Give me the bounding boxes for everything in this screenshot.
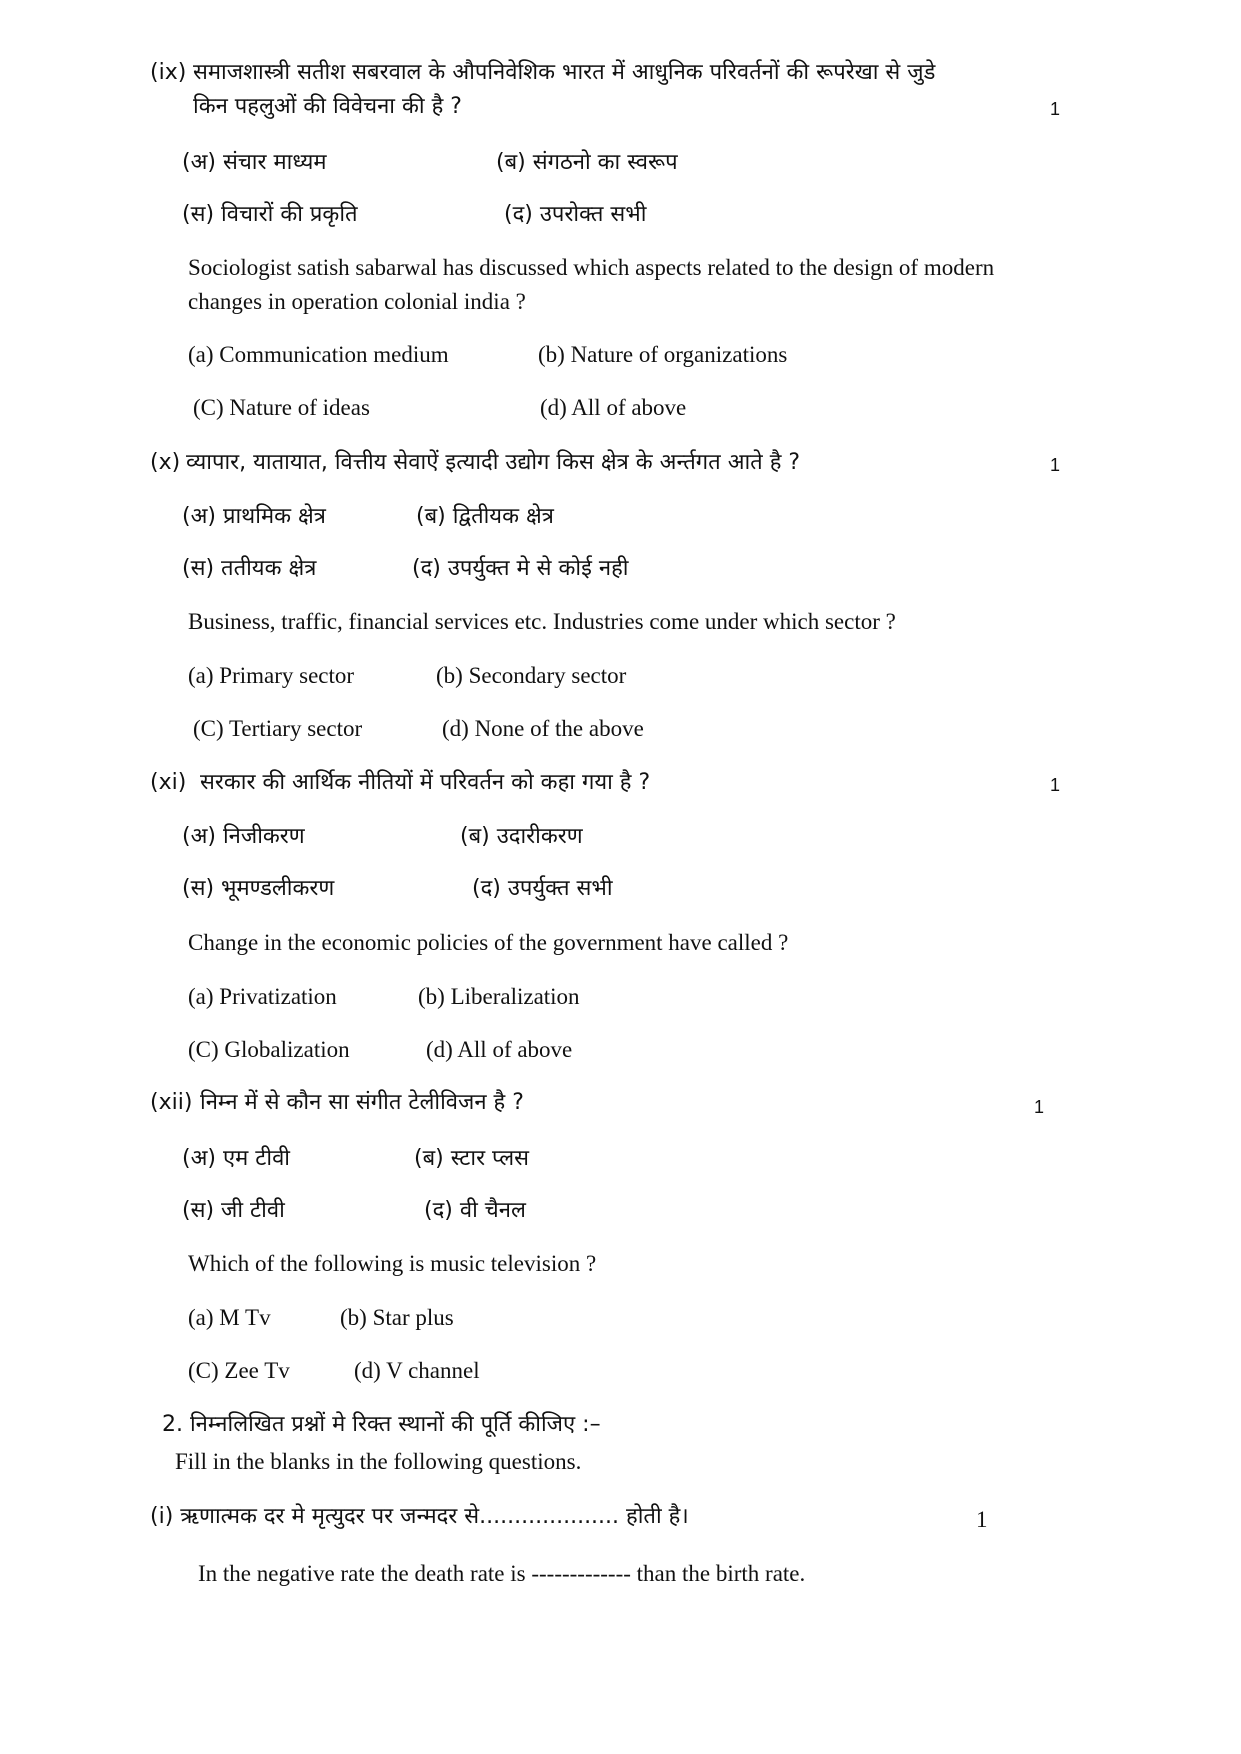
- option-english: (C) Nature of ideas: [193, 395, 370, 420]
- marks: 1: [1050, 775, 1061, 795]
- option-hindi: (द) उपर्युक्त सभी: [472, 876, 613, 901]
- question-number: (xii): [150, 1090, 193, 1115]
- option-hindi: (अ) निजीकरण: [182, 824, 305, 849]
- option-hindi: (ब) द्वितीयक क्षेत्र: [416, 504, 554, 529]
- option-hindi: (स) जी टीवी: [182, 1198, 285, 1223]
- question-text-english: Which of the following is music television ?: [188, 1251, 597, 1276]
- question-text-english: In the negative rate the death rate is ------------- than the birth rate.: [198, 1561, 806, 1586]
- marks: 1: [976, 1507, 988, 1532]
- question-text-english: changes in operation colonial india ?: [188, 289, 526, 314]
- option-english: (b) Liberalization: [418, 984, 580, 1009]
- option-english: (a) M Tv: [188, 1305, 271, 1330]
- section-heading-hindi: 2. निम्नलिखित प्रश्नों मे रिक्त स्थानों की पूर्ति कीजिए :–: [162, 1412, 601, 1437]
- option-english: (b) Nature of organizations: [538, 342, 788, 367]
- option-english: (a) Communication medium: [188, 342, 449, 367]
- option-hindi: (स) भूमण्डलीकरण: [182, 876, 335, 901]
- option-hindi: (ब) संगठनो का स्वरूप: [496, 150, 678, 175]
- option-hindi: (स) विचारों की प्रकृति: [182, 202, 358, 227]
- question-text-hindi: सरकार की आर्थिक नीतियों में परिवर्तन को कहा गया है ?: [200, 770, 651, 795]
- option-english: (d) All of above: [426, 1037, 573, 1062]
- option-english: (C) Tertiary sector: [193, 716, 363, 741]
- option-english: (a) Privatization: [188, 984, 337, 1009]
- option-english: (d) None of the above: [442, 716, 644, 741]
- marks: 1: [1050, 455, 1061, 475]
- option-english: (d) All of above: [540, 395, 687, 420]
- option-english: (a) Primary sector: [188, 663, 355, 688]
- option-hindi: (द) उपर्युक्त मे से कोई नही: [412, 556, 629, 581]
- option-english: (b) Secondary sector: [436, 663, 627, 688]
- question-text-hindi: (i) ऋणात्मक दर मे मृत्युदर पर जन्मदर से.................... होती है।: [150, 1504, 689, 1529]
- section-heading-english: Fill in the blanks in the following questions.: [175, 1449, 582, 1474]
- marks: 1: [1034, 1097, 1045, 1117]
- option-hindi: (द) उपरोक्त सभी: [504, 202, 647, 227]
- question-number: (xi): [150, 770, 187, 795]
- question-text-hindi: समाजशास्त्री सतीश सबरवाल के औपनिवेशिक भारत में आधुनिक परिवर्तनों की रूपरेखा से जुडे: [193, 60, 936, 85]
- marks: 1: [1050, 99, 1061, 119]
- question-text-english: Change in the economic policies of the government have called ?: [188, 930, 789, 955]
- option-hindi: (अ) संचार माध्यम: [182, 150, 327, 175]
- option-hindi: (स) ततीयक क्षेत्र: [182, 556, 317, 581]
- question-text-english: Business, traffic, financial services etc. Industries come under which sector ?: [188, 609, 896, 634]
- option-hindi: (ब) उदारीकरण: [460, 824, 583, 849]
- option-english: (C) Zee Tv: [188, 1358, 290, 1383]
- option-hindi: (ब) स्टार प्लस: [414, 1146, 530, 1171]
- option-hindi: (द) वी चैनल: [424, 1198, 526, 1223]
- question-text-hindi: निम्न में से कौन सा संगीत टेलीविजन है ?: [200, 1090, 524, 1115]
- option-english: (d) V channel: [354, 1358, 480, 1383]
- option-hindi: (अ) एम टीवी: [182, 1146, 290, 1171]
- question-text-english: Sociologist satish sabarwal has discussed which aspects related to the design of modern: [188, 255, 995, 280]
- option-hindi: (अ) प्राथमिक क्षेत्र: [182, 504, 326, 529]
- option-english: (C) Globalization: [188, 1037, 350, 1062]
- question-text-hindi: किन पहलुओं की विवेचना की है ?: [193, 94, 462, 119]
- question-number: (ix): [150, 60, 187, 85]
- option-english: (b) Star plus: [340, 1305, 454, 1330]
- question-number: (x): [150, 450, 181, 475]
- question-text-hindi: व्यापार, यातायात, वित्तीय सेवाऐं इत्यादी उद्योग किस क्षेत्र के अर्न्तगत आते है ?: [186, 450, 801, 475]
